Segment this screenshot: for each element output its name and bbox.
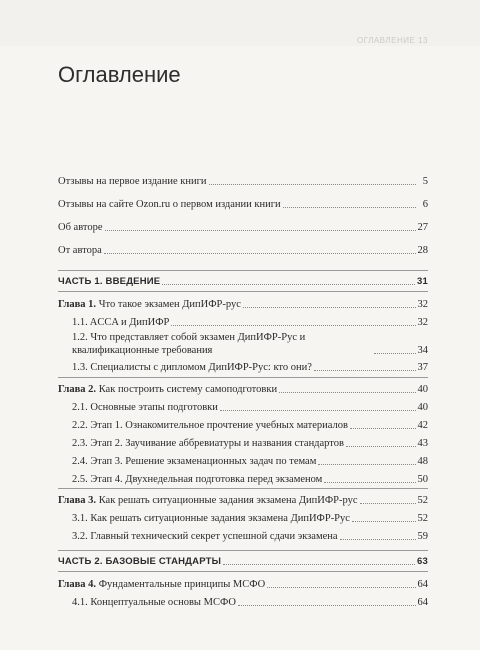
toc-entry-page: 6	[422, 199, 428, 210]
toc-entry-page: 50	[417, 474, 428, 485]
toc-entry-label: 3.2. Главный технический секрет успешной сдачи экзамена	[72, 531, 338, 542]
toc-entry-page: 48	[417, 456, 428, 467]
toc-entry[interactable]	[72, 452, 428, 468]
toc-entry-label: 3.1. Как решать ситуационные задания экзамена ДипИФР-Рус	[72, 513, 350, 524]
divider	[58, 571, 428, 572]
toc-chapter-1[interactable]	[58, 295, 428, 311]
toc-entry-page: 52	[417, 495, 428, 506]
toc-entry-page: 5	[422, 176, 428, 187]
chapter-number: Глава 2.	[58, 384, 97, 395]
toc-entry-page: 42	[417, 420, 428, 431]
toc-entry-page: 32	[417, 317, 428, 328]
page-title: Оглавление	[58, 62, 181, 87]
toc-part-label: ЧАСТЬ 1. ВВЕДЕНИЕ	[58, 276, 161, 287]
divider	[58, 488, 428, 489]
toc-entry-page: 40	[417, 384, 428, 395]
toc-entry-page: 52	[417, 513, 428, 524]
toc-entry[interactable]	[72, 327, 428, 357]
chapter-number: Глава 4.	[58, 579, 97, 590]
toc-entry-label: Отзывы на первое издание книги	[58, 176, 207, 187]
toc-entry[interactable]	[58, 218, 428, 234]
toc-entry-label: 2.2. Этап 1. Ознакомительное прочтение учебных материалов	[72, 420, 349, 431]
toc-entry-page: 34	[417, 345, 428, 356]
toc-part-2[interactable]	[58, 552, 428, 568]
toc-entry-page: 64	[417, 579, 428, 590]
running-head: ОГЛАВЛЕНИЕ 13	[356, 36, 428, 45]
toc-entry[interactable]	[72, 470, 428, 486]
toc-entry-label: Об авторе	[58, 222, 103, 233]
toc-entry-label: 1.3. Специалисты с дипломом ДипИФР-Рус: кто они?	[72, 362, 312, 373]
toc-entry-label: 2.5. Этап 4. Двухнедельная подготовка перед экзаменом	[72, 474, 323, 485]
divider	[58, 270, 428, 271]
divider	[58, 291, 428, 292]
toc-entry[interactable]	[58, 172, 428, 188]
toc-entry[interactable]	[72, 358, 428, 374]
toc-entry-page: 40	[417, 402, 428, 413]
toc-entry-label: Что такое экзамен ДипИФР-рус	[96, 299, 241, 310]
toc-entry-label: 2.1. Основные этапы подготовки	[72, 402, 218, 413]
toc-entry-label: 1.1. ACCA и ДипИФР	[72, 317, 170, 328]
toc-entry-page: 37	[417, 362, 428, 373]
toc-entry[interactable]	[72, 593, 428, 609]
toc-chapter-3[interactable]	[58, 491, 428, 507]
toc-entry[interactable]	[72, 434, 428, 450]
toc-chapter-2[interactable]	[58, 380, 428, 396]
toc-entry-page: 43	[417, 438, 428, 449]
toc-entry-label: Как решать ситуационные задания экзамена ДипИФР-рус	[96, 495, 358, 506]
toc-entry-label: Отзывы на сайте Ozon.ru о первом издании книги	[58, 199, 281, 210]
divider	[58, 550, 428, 551]
toc-entry-label: 4.1. Концептуальные основы МСФО	[72, 597, 236, 608]
toc-entry[interactable]	[72, 398, 428, 414]
toc-entry-label: 2.4. Этап 3. Решение экзаменационных задач по темам	[72, 456, 317, 467]
chapter-number: Глава 1.	[58, 299, 97, 310]
divider	[58, 377, 428, 378]
toc-entry[interactable]	[72, 527, 428, 543]
toc-entry-label: Фундаментальные принципы МСФО	[96, 579, 266, 590]
toc-entry-label: 2.3. Этап 2. Заучивание аббревиатуры и названия стандартов	[72, 438, 344, 449]
toc-entry-label: 1.2. Что представляет собой экзамен ДипИФР-Рус и квалификационные требования	[72, 332, 306, 356]
toc-chapter-4[interactable]	[58, 575, 428, 591]
toc-entry-page: 31	[417, 276, 428, 287]
toc-entry[interactable]	[58, 241, 428, 257]
toc-entry-page: 32	[417, 299, 428, 310]
toc-entry-label: Как построить систему самоподготовки	[96, 384, 278, 395]
toc-entry-label: От автора	[58, 245, 102, 256]
toc-part-label: ЧАСТЬ 2. БАЗОВЫЕ СТАНДАРТЫ	[58, 556, 222, 567]
toc-entry[interactable]	[72, 416, 428, 432]
toc-entry-page: 63	[417, 556, 428, 567]
toc-entry-page: 59	[417, 531, 428, 542]
toc-entry-page: 27	[417, 222, 428, 233]
toc-part-1[interactable]	[58, 272, 428, 288]
toc-entry-page: 28	[417, 245, 428, 256]
toc-entry[interactable]	[58, 195, 428, 211]
chapter-number: Глава 3.	[58, 495, 97, 506]
toc-entry[interactable]	[72, 509, 428, 525]
toc-entry-page: 64	[417, 597, 428, 608]
